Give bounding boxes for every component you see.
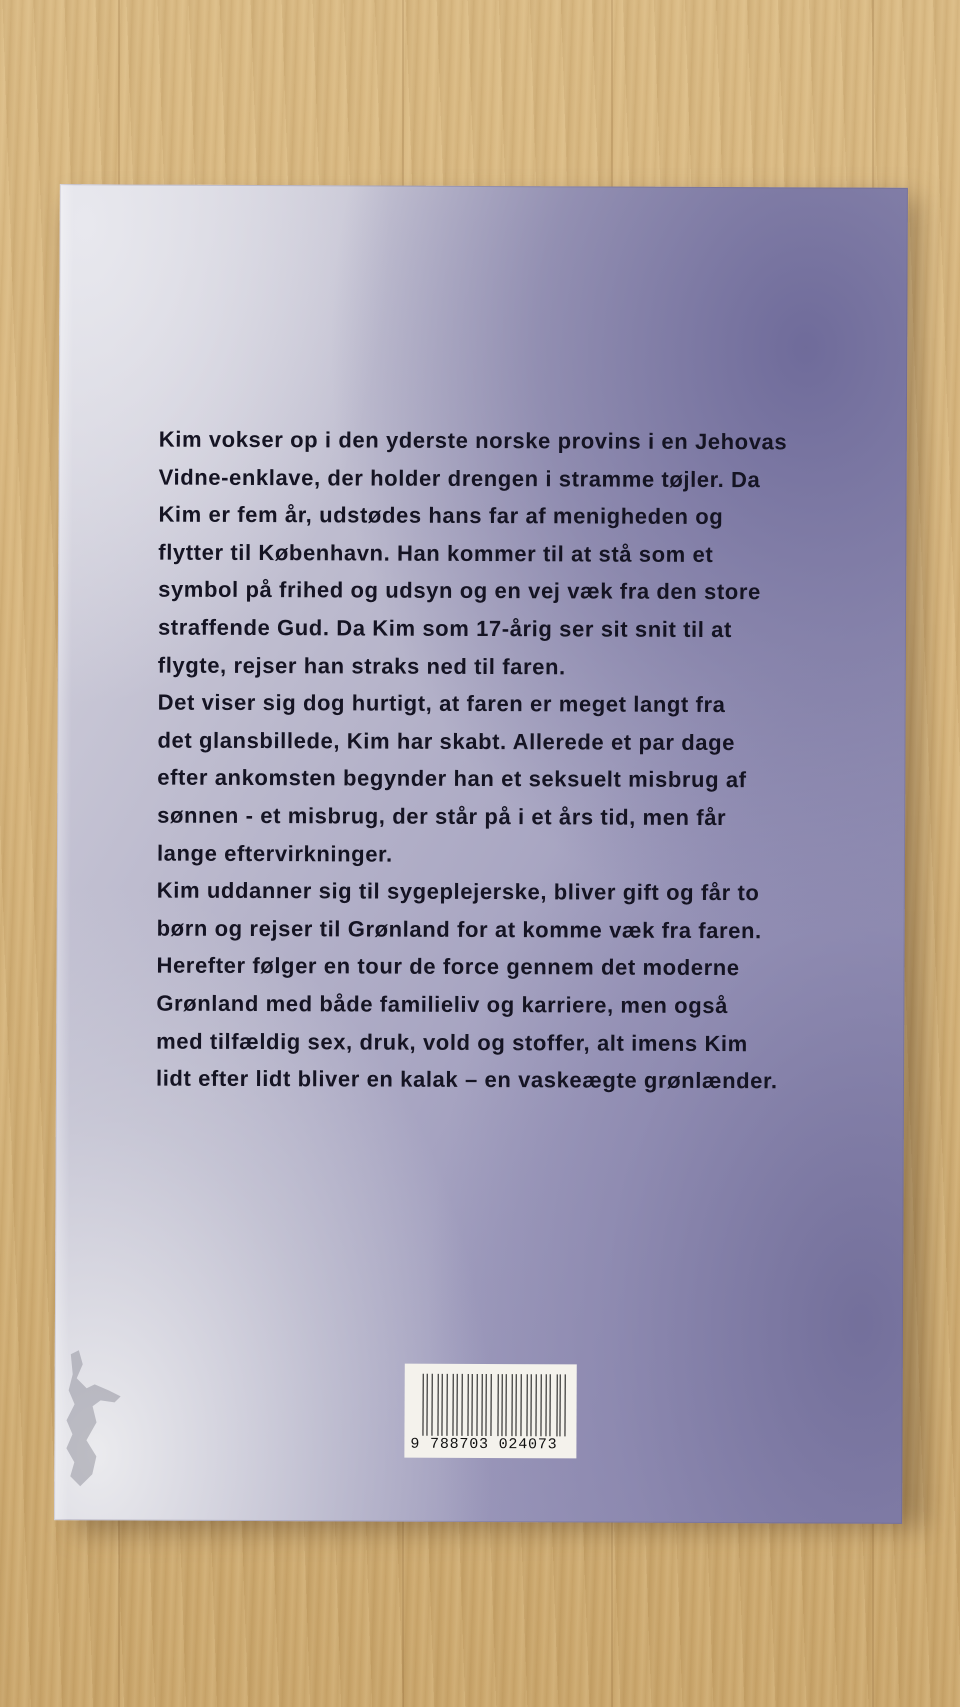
blurb-line: det glansbillede, Kim har skabt. Allerede et par dage xyxy=(157,727,736,755)
blurb-line: lidt efter lidt bliver en kalak – en vaskeægte grønlænder. xyxy=(155,1065,778,1094)
barcode-bar xyxy=(560,1374,561,1436)
blurb-line: flytter til København. Han kommer til at stå som et xyxy=(158,539,714,567)
barcode-bar xyxy=(506,1374,507,1436)
barcode-bar xyxy=(564,1374,565,1436)
barcode-bar xyxy=(441,1374,442,1436)
blurb-line: efter ankomsten begynder han et seksuelt misbrug af xyxy=(157,764,747,793)
blurb-line: flygte, rejser han straks ned til faren. xyxy=(157,652,566,679)
barcode-bar xyxy=(461,1374,462,1436)
barcode-bar xyxy=(439,1374,440,1436)
barcode-bar xyxy=(476,1374,477,1436)
barcode-bar xyxy=(464,1374,465,1436)
barcode-bar xyxy=(530,1374,531,1436)
barcode-bar xyxy=(424,1374,425,1436)
barcode-bar xyxy=(521,1374,522,1436)
spine-fold xyxy=(54,184,74,1520)
publisher-logo-mark xyxy=(56,1344,127,1494)
barcode-bar xyxy=(469,1374,470,1436)
barcode-bar xyxy=(479,1374,480,1436)
blurb-line: Kim er fem år, udstødes hans far af menigheden og xyxy=(158,501,724,530)
blurb-line: Det viser sig dog hurtigt, at faren er meget langt fra xyxy=(157,689,726,718)
barcode-bar xyxy=(523,1374,524,1436)
barcode-bar xyxy=(552,1374,553,1436)
barcode-label xyxy=(404,1364,576,1459)
blurb-text xyxy=(156,421,819,1101)
blurb-line: Kim uddanner sig til sygeplejerske, bliver gift og får to xyxy=(156,877,760,906)
barcode-bar xyxy=(426,1374,427,1436)
blurb-line: Vidne-enklave, der holder drengen i stramme tøjler. Da xyxy=(158,464,761,492)
book-back-cover xyxy=(54,184,908,1524)
blurb-line: sønnen - et misbrug, der står på i et års tid, men får xyxy=(157,802,727,831)
blurb-line: lange eftervirkninger. xyxy=(156,840,393,867)
barcode-bar xyxy=(501,1374,502,1436)
barcode-bar xyxy=(545,1374,546,1436)
barcode-bar xyxy=(435,1374,436,1436)
barcode-bar xyxy=(484,1374,485,1436)
barcode-digits: 9 788703 024073 xyxy=(410,1435,558,1454)
barcode-bar xyxy=(557,1374,558,1436)
barcode-bar xyxy=(493,1374,495,1436)
barcode-bar xyxy=(528,1374,529,1436)
barcode-bar xyxy=(449,1374,451,1436)
barcode-bars xyxy=(422,1374,570,1437)
barcode-bar xyxy=(542,1374,544,1436)
barcode-bar xyxy=(431,1374,433,1436)
barcode-bar xyxy=(508,1374,509,1436)
blurb-line: straffende Gud. Da Kim som 17-årig ser sit snit til at xyxy=(157,614,733,643)
barcode-bar xyxy=(447,1374,448,1436)
barcode-bar xyxy=(486,1374,487,1436)
barcode-bar xyxy=(550,1374,551,1436)
barcode-bar xyxy=(567,1374,568,1436)
barcode-bar xyxy=(515,1374,517,1436)
barcode-bar xyxy=(471,1374,473,1436)
blurb-line: Kim vokser op i den yderste norske provins i en Jehovas xyxy=(158,426,788,455)
blurb-line: Herefter følger en tour de force gennem det moderne xyxy=(156,952,740,981)
blurb-line: Grønland med både familieliv og karriere, men også xyxy=(156,990,729,1018)
barcode-bar xyxy=(513,1374,514,1436)
barcode-bar xyxy=(538,1374,539,1436)
blurb-line: børn og rejser til Grønland for at komme væk fra faren. xyxy=(156,915,762,943)
blurb-line: symbol på frihed og udsyn og en vej væk fra den store xyxy=(158,576,761,605)
barcode-bar xyxy=(454,1374,455,1436)
barcode-bar xyxy=(535,1374,536,1436)
barcode-bar xyxy=(491,1374,492,1436)
barcode-bar xyxy=(456,1374,457,1436)
barcode-bar xyxy=(498,1374,499,1436)
blurb-line: med tilfældig sex, druk, vold og stoffer, alt imens Kim xyxy=(156,1028,748,1056)
